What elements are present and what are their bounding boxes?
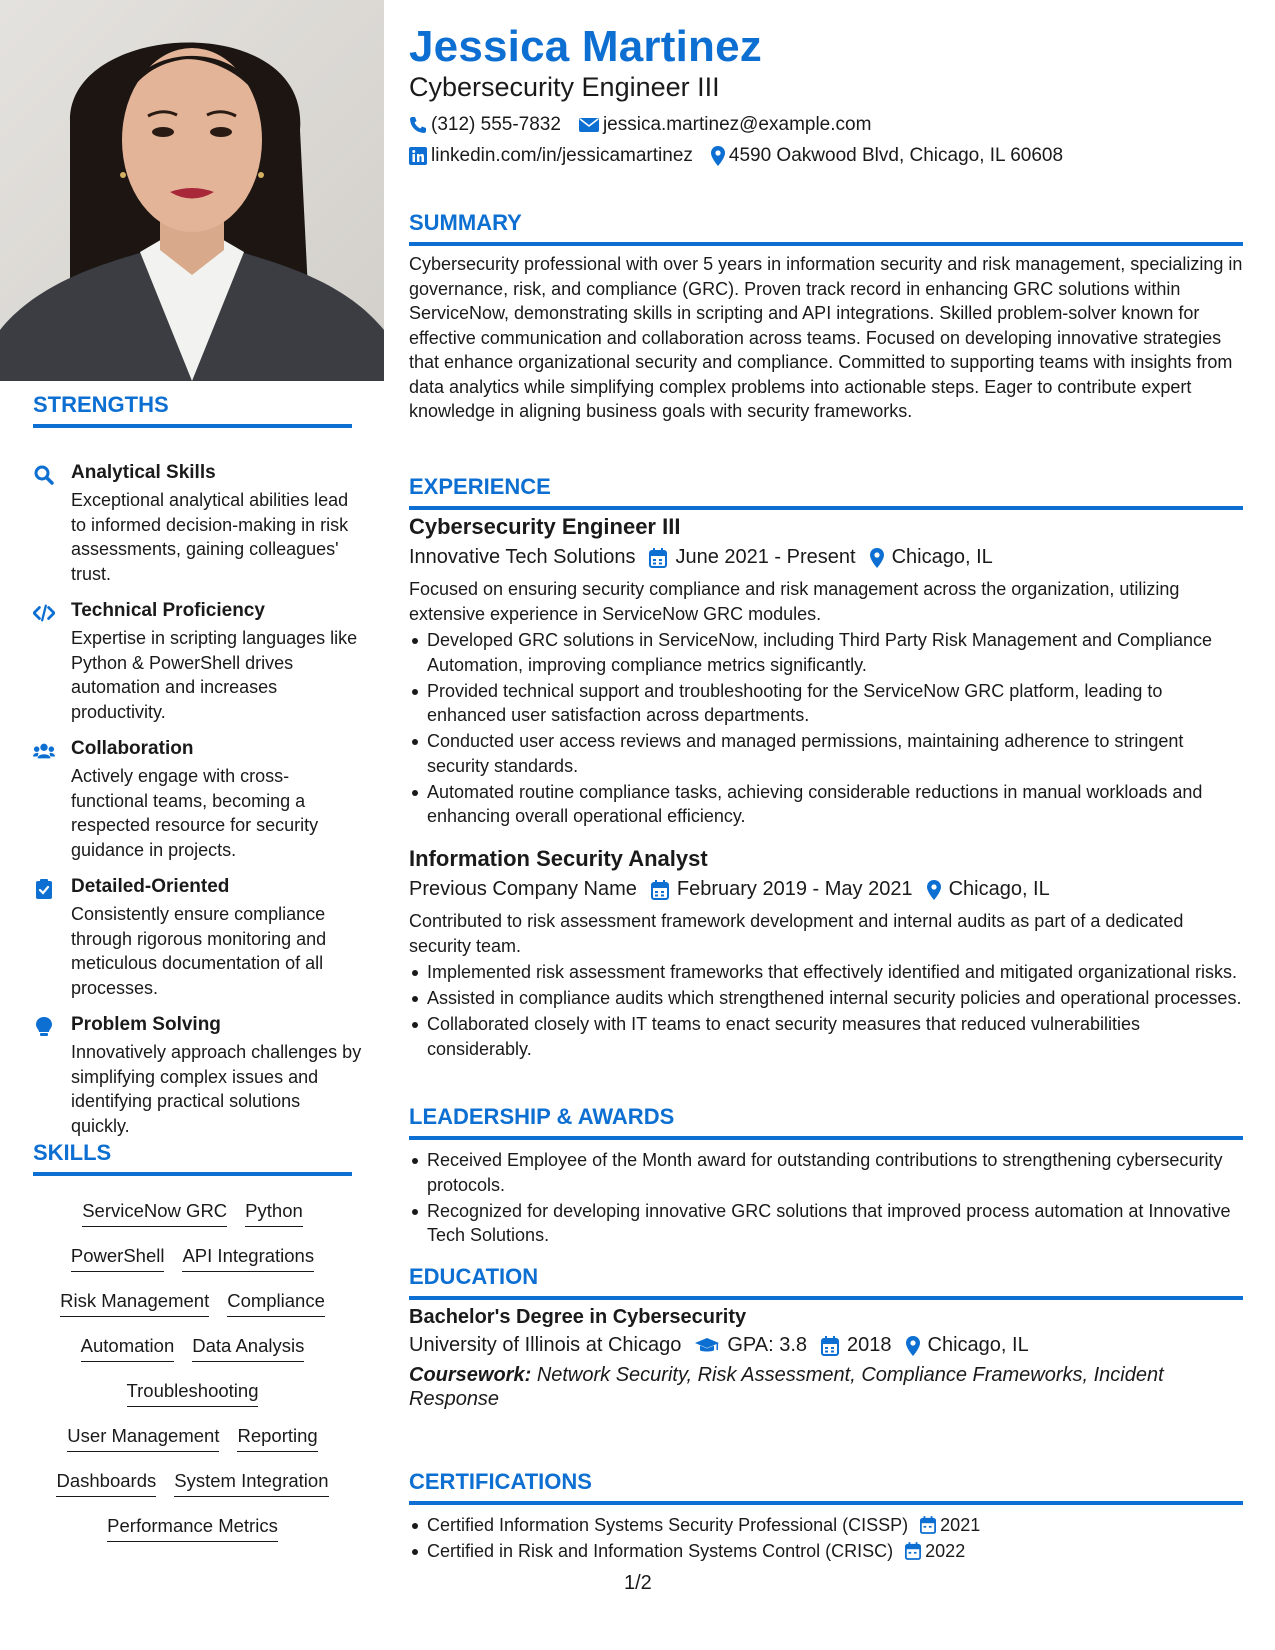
- map-pin-icon: [711, 146, 725, 166]
- strength-title: Technical Proficiency: [71, 600, 265, 621]
- job-title-header: Cybersecurity Engineer III: [409, 72, 720, 102]
- skills-heading: SKILLS: [33, 1140, 352, 1176]
- address-text: 4590 Oakwood Blvd, Chicago, IL 60608: [728, 145, 1064, 166]
- education-section: [409, 1264, 1243, 1411]
- coursework: [409, 1363, 1243, 1411]
- degree-title: Bachelor's Degree in Cybersecurity: [409, 1306, 747, 1328]
- linkedin-text: linkedin.com/in/jessicamartinez: [431, 145, 693, 166]
- list-item: [427, 1539, 1243, 1564]
- cert-year: 2021: [940, 1515, 981, 1535]
- strength-desc: Actively engage with cross-functional teams, becoming a respected resource for security guidance in projects.: [71, 766, 319, 860]
- leadership-heading: LEADERSHIP & AWARDS: [409, 1104, 1243, 1140]
- skill-tag: Troubleshooting: [127, 1380, 259, 1407]
- strength-desc: Innovatively approach challenges by simplifying complex issues and identifying practical solutions quickly.: [71, 1042, 362, 1136]
- graduation-cap-icon: [695, 1337, 719, 1355]
- school-name: University of Illinois at Chicago: [409, 1334, 682, 1356]
- job-bullets: [409, 628, 1243, 829]
- code-icon: [33, 602, 55, 624]
- map-pin-icon: [870, 548, 884, 568]
- list-item: Developed GRC solutions in ServiceNow, including Third Party Risk Management and Compliance Automation, improving compliance metrics significantly.: [427, 628, 1243, 677]
- list-item: Implemented risk assessment frameworks that effectively identified and mitigated organizational risks.: [427, 960, 1243, 985]
- school-location: [906, 1334, 1029, 1357]
- strength-title: Detailed-Oriented: [71, 876, 230, 897]
- certifications-list: [409, 1513, 1243, 1564]
- calendar-icon: [651, 880, 669, 900]
- job-description: Focused on ensuring security compliance and risk management across the organization, utilizing extensive experience in ServiceNow GRC modules.: [409, 579, 1180, 624]
- skill-tag: Compliance: [227, 1290, 325, 1317]
- summary-heading: SUMMARY: [409, 210, 1243, 246]
- strength-desc: Expertise in scripting languages like Python & PowerShell drives automation and increases productivity.: [71, 628, 358, 722]
- skill-tag: Data Analysis: [192, 1335, 304, 1362]
- left-column: [0, 0, 384, 1650]
- leadership-list: [409, 1148, 1243, 1248]
- leadership-section: [409, 1104, 1243, 1249]
- contact-row-2: [409, 145, 1081, 167]
- search-icon: [33, 464, 55, 486]
- strength-desc: Consistently ensure compliance through rigorous monitoring and meticulous documentation of all processes.: [71, 904, 327, 998]
- list-item: Recognized for developing innovative GRC solutions that improved process automation at Innovative Tech Solutions.: [427, 1199, 1243, 1248]
- list-item: Conducted user access reviews and managed permissions, maintaining adherence to stringent security standards.: [427, 729, 1243, 778]
- phone-text: (312) 555-7832: [431, 114, 561, 135]
- job-meta: [409, 546, 1243, 569]
- linkedin-contact[interactable]: [409, 145, 693, 167]
- job-entry: [409, 846, 1243, 1063]
- skill-tag: Dashboards: [56, 1470, 156, 1497]
- clipboard-check-icon: [33, 878, 55, 900]
- email-contact[interactable]: [579, 114, 872, 136]
- skills-list: [33, 1200, 352, 1560]
- graduation-year: [821, 1334, 892, 1357]
- skill-tag: Risk Management: [60, 1290, 209, 1317]
- job-dates: [651, 878, 913, 901]
- job-location-text: Chicago, IL: [891, 546, 993, 568]
- page-number: 1/2: [624, 1572, 652, 1594]
- skill-tag: User Management: [67, 1425, 219, 1452]
- skill-tag: Automation: [81, 1335, 175, 1362]
- phone-icon: [409, 116, 427, 134]
- envelope-icon: [579, 117, 599, 133]
- job-title: Information Security Analyst: [409, 846, 708, 871]
- lightbulb-icon: [33, 1016, 55, 1038]
- skill-tag: Python: [245, 1200, 303, 1227]
- skill-tag: API Integrations: [182, 1245, 314, 1272]
- summary-section: [409, 210, 1243, 424]
- school-location-text: Chicago, IL: [927, 1334, 1029, 1356]
- summary-text: Cybersecurity professional with over 5 years in information security and risk management, specializing in governance, risk, and compliance (GRC). Proven track record in enhancing GRC solutions within ServiceNow, demonstrating skills in scripting and API integrations. Skilled problem-solver known for effective communication and collaboration across teams. Focused on developing innovative strategies that enhance organizational security and compliance. Committed to supporting teams with insights from data analytics while simplifying complex problems into actionable steps. Eager to contribute expert knowledge in aligning business goals with security frameworks.: [409, 254, 1243, 421]
- skills-section: [33, 1140, 352, 1176]
- calendar-icon: [905, 1542, 921, 1560]
- job-description: Contributed to risk assessment framework development and internal audits as part of a dedicated security team.: [409, 911, 1184, 956]
- address-contact: [711, 145, 1063, 167]
- linkedin-icon: [409, 147, 427, 165]
- map-pin-icon: [927, 880, 941, 900]
- job-entry: [409, 514, 1243, 830]
- strength-title: Analytical Skills: [71, 462, 216, 483]
- cert-name: Certified Information Systems Security Professional (CISSP): [427, 1515, 909, 1535]
- strengths-section: [33, 392, 352, 428]
- job-dates-text: February 2019 - May 2021: [676, 878, 913, 900]
- skill-tag: Performance Metrics: [107, 1515, 278, 1542]
- job-meta: [409, 878, 1243, 901]
- job-location: [870, 546, 993, 569]
- year-text: 2018: [847, 1334, 892, 1356]
- experience-heading: EXPERIENCE: [409, 474, 1243, 510]
- job-location-text: Chicago, IL: [948, 878, 1050, 900]
- calendar-icon: [920, 1516, 936, 1534]
- skill-tag: PowerShell: [71, 1245, 165, 1272]
- experience-section: [409, 474, 1243, 510]
- strength-desc: Exceptional analytical abilities lead to informed decision-making in risk assessments, gaining colleagues' trust.: [71, 490, 349, 584]
- email-text: jessica.martinez@example.com: [602, 114, 872, 135]
- users-icon: [33, 740, 55, 762]
- profile-photo: [0, 0, 384, 381]
- strength-title: Collaboration: [71, 738, 194, 759]
- list-item: Assisted in compliance audits which strengthened internal security policies and operational processes.: [427, 986, 1243, 1011]
- strengths-heading: STRENGTHS: [33, 392, 352, 428]
- list-item: Collaborated closely with IT teams to enact security measures that reduced vulnerabilities considerably.: [427, 1012, 1243, 1061]
- calendar-icon: [821, 1336, 839, 1356]
- skill-tag: System Integration: [174, 1470, 328, 1497]
- coursework-text: Network Security, Risk Assessment, Compliance Frameworks, Incident Response: [409, 1364, 1164, 1410]
- calendar-icon: [649, 548, 667, 568]
- strength-title: Problem Solving: [71, 1014, 221, 1035]
- gpa-text: GPA: 3.8: [727, 1334, 808, 1356]
- company-name: Innovative Tech Solutions: [409, 546, 636, 568]
- education-meta: [409, 1334, 1243, 1357]
- certifications-section: [409, 1469, 1243, 1565]
- list-item: Received Employee of the Month award for outstanding contributions to strengthening cybersecurity protocols.: [427, 1148, 1243, 1197]
- phone-contact[interactable]: [409, 114, 561, 136]
- skill-tag: ServiceNow GRC: [82, 1200, 227, 1227]
- contact-row-1: [409, 114, 889, 136]
- coursework-label: Coursework:: [409, 1364, 532, 1386]
- skill-tag: Reporting: [237, 1425, 317, 1452]
- map-pin-icon: [906, 1336, 920, 1356]
- list-item: Provided technical support and troubleshooting for the ServiceNow GRC platform, leading to enhanced user satisfaction across departments.: [427, 679, 1243, 728]
- job-bullets: [409, 960, 1243, 1061]
- education-heading: EDUCATION: [409, 1264, 1243, 1300]
- certifications-heading: CERTIFICATIONS: [409, 1469, 1243, 1505]
- job-dates: [649, 546, 855, 569]
- gpa: [695, 1334, 807, 1357]
- company-name: Previous Company Name: [409, 878, 637, 900]
- list-item: [427, 1513, 1243, 1538]
- cert-name: Certified in Risk and Information Systems Control (CRISC): [427, 1541, 894, 1561]
- job-location: [927, 878, 1050, 901]
- job-dates-text: June 2021 - Present: [675, 546, 856, 568]
- list-item: Automated routine compliance tasks, achieving considerable reductions in manual workloads and enhancing overall operational efficiency.: [427, 780, 1243, 829]
- cert-year: 2022: [925, 1541, 966, 1561]
- job-title: Cybersecurity Engineer III: [409, 514, 681, 539]
- candidate-name: Jessica Martinez: [409, 22, 762, 71]
